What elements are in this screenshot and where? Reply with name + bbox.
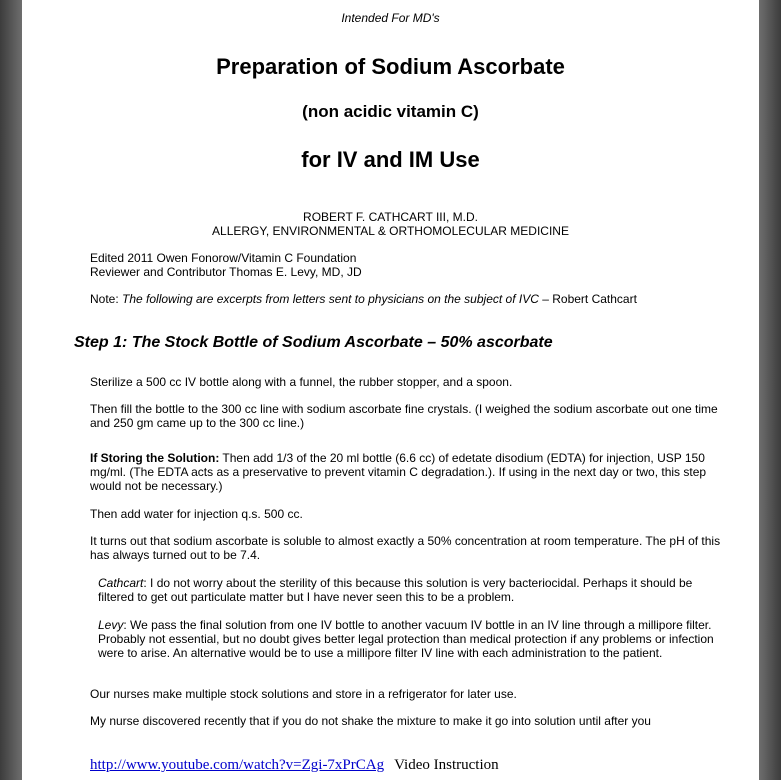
document-title: Preparation of Sodium Ascorbate	[216, 54, 565, 79]
storing-label: If Storing the Solution:	[90, 451, 220, 465]
author-name: ROBERT F. CATHCART III, M.D.	[303, 210, 478, 224]
author-block	[22, 210, 759, 238]
paragraph-water: Then add water for injection q.s. 500 cc.	[90, 507, 303, 521]
cathcart-text: : I do not worry about the sterility of this because this solution is very bacteriocidal. Perhaps it should be filtered to get out particulate matter but I have never seen this to be a problem.	[98, 576, 693, 604]
intended-note: Intended For MD's	[341, 11, 440, 25]
paragraph-levy	[98, 618, 728, 660]
reviewer-line: Reviewer and Contributor Thomas E. Levy, MD, JD	[90, 265, 362, 279]
paragraph-nurses: Our nurses make multiple stock solutions and store in a refrigerator for later use.	[90, 687, 517, 701]
document-title-use: for IV and IM Use	[301, 147, 480, 172]
note-paragraph	[90, 292, 637, 306]
video-link[interactable]: http://www.youtube.com/watch?v=Zgi-7xPrCAg	[90, 757, 385, 773]
document-subtitle: (non acidic vitamin C)	[302, 102, 479, 121]
levy-text: : We pass the final solution from one IV bottle to another vacuum IV bottle in an IV line through a millipore filter. Probably not essential, but no doubt gives better legal protection than medical protection if any problems or infection were to arise. An alternative would be to use a millipore filter IV line with each administration to the patient.	[98, 618, 714, 660]
paragraph-sterilize: Sterilize a 500 cc IV bottle along with a funnel, the rubber stopper, and a spoon.	[90, 375, 513, 389]
paragraph-cathcart	[98, 576, 728, 604]
edited-line: Edited 2011 Owen Fonorow/Vitamin C Foundation	[90, 251, 357, 265]
step1-heading: Step 1: The Stock Bottle of Sodium Ascorbate – 50% ascorbate	[74, 334, 553, 351]
viewer-right-edge	[759, 0, 781, 780]
note-text: The following are excerpts from letters sent to physicians on the subject of IVC	[122, 292, 539, 306]
video-link-line	[90, 757, 499, 774]
paragraph-soluble: It turns out that sodium ascorbate is soluble to almost exactly a 50% concentration at room temperature. The pH of this has always turned out to be 7.4.	[90, 534, 721, 562]
levy-label: Levy	[98, 618, 124, 632]
document-page	[22, 0, 759, 780]
edit-credits	[90, 251, 362, 279]
author-specialty: ALLERGY, ENVIRONMENTAL & ORTHOMOLECULAR MEDICINE	[212, 224, 569, 238]
storing-text: Then add 1/3 of the 20 ml bottle (6.6 cc) of edetate disodium (EDTA) for injection, USP 150 mg/ml. (The EDTA acts as a preservative to prevent vitamin C degradation.). If using in the next day or two, this step would not be necessary.)	[90, 451, 707, 493]
note-label: Note:	[90, 292, 123, 306]
video-label: Video Instruction	[394, 757, 499, 773]
paragraph-shake: My nurse discovered recently that if you do not shake the mixture to make it go into solution until after you	[90, 714, 651, 728]
viewer-left-edge	[0, 0, 22, 780]
cathcart-label: Cathcart	[98, 576, 144, 590]
note-suffix: – Robert Cathcart	[538, 292, 637, 306]
paragraph-fill: Then fill the bottle to the 300 cc line with sodium ascorbate fine crystals. (I weighed the sodium ascorbate out one time and 250 gm came up to the 300 cc line.)	[90, 402, 718, 430]
paragraph-storing	[90, 451, 730, 493]
